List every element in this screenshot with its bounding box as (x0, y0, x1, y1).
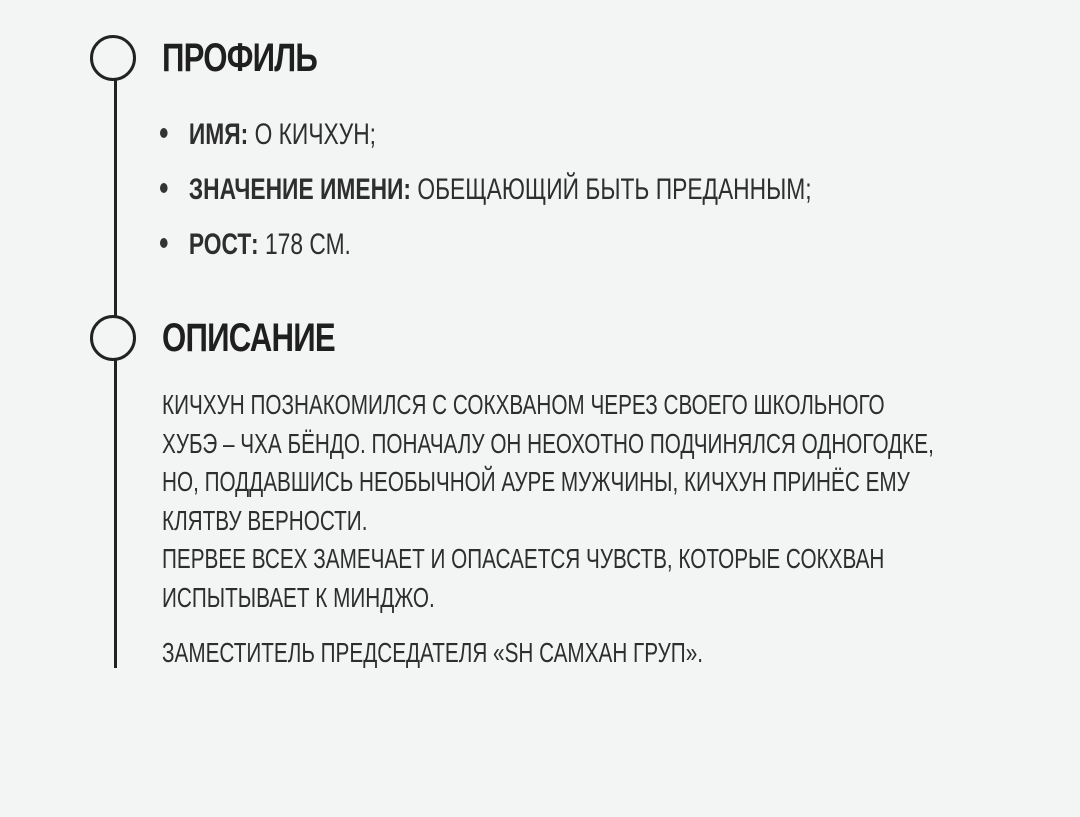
description-heading: ОПИСАНИЕ (162, 316, 335, 360)
bullet-icon (160, 238, 168, 248)
description-line: ХУБЭ – ЧХА БЁНДО. ПОНАЧАЛУ ОН НЕОХОТНО ПОДЧИНЯЛСЯ ОДНОГОДКЕ, (162, 427, 934, 459)
bullet-icon (160, 128, 168, 138)
profile-item-value: 178 СМ. (258, 228, 351, 261)
profile-item-key: РОСТ: (188, 228, 259, 261)
description-line: КЛЯТВУ ВЕРНОСТИ. (162, 504, 368, 536)
description-line: КИЧХУН ПОЗНАКОМИЛСЯ С СОКХВАНОМ ЧЕРЕЗ СВОЕГО ШКОЛЬНОГО (162, 389, 885, 420)
profile-item-name-meaning (160, 167, 812, 222)
profile-item-value: ОБЕЩАЮЩИЙ БЫТЬ ПРЕДАННЫМ; (411, 173, 812, 206)
timeline-node-profile (90, 35, 136, 81)
profile-item-value: О КИЧХУН; (248, 118, 377, 151)
profile-item-name (160, 112, 812, 167)
timeline-node-description (90, 315, 136, 361)
profile-item-key: ЗНАЧЕНИЕ ИМЕНИ: (188, 173, 412, 206)
description-line: НО, ПОДДАВШИСЬ НЕОБЫЧНОЙ АУРЕ МУЖЧИНЫ, КИЧХУН ПРИНЁС ЕМУ (162, 466, 910, 497)
description-footer: ЗАМЕСТИТЕЛЬ ПРЕДСЕДАТЕЛЯ «SH САМХАН ГРУП». (162, 637, 703, 668)
description-text (162, 386, 976, 617)
timeline-line (114, 58, 117, 668)
profile-item-height (160, 222, 812, 277)
profile-list (160, 112, 1017, 277)
description-line: ПЕРВЕЕ ВСЕХ ЗАМЕЧАЕТ И ОПАСАЕТСЯ ЧУВСТВ, КОТОРЫЕ СОКХВАН (162, 543, 885, 574)
description-line: ИСПЫТЫВАЕТ К МИНДЖО. (162, 581, 435, 613)
bullet-icon (160, 183, 168, 193)
profile-item-key: ИМЯ: (188, 118, 249, 151)
profile-heading: ПРОФИЛЬ (162, 36, 318, 80)
